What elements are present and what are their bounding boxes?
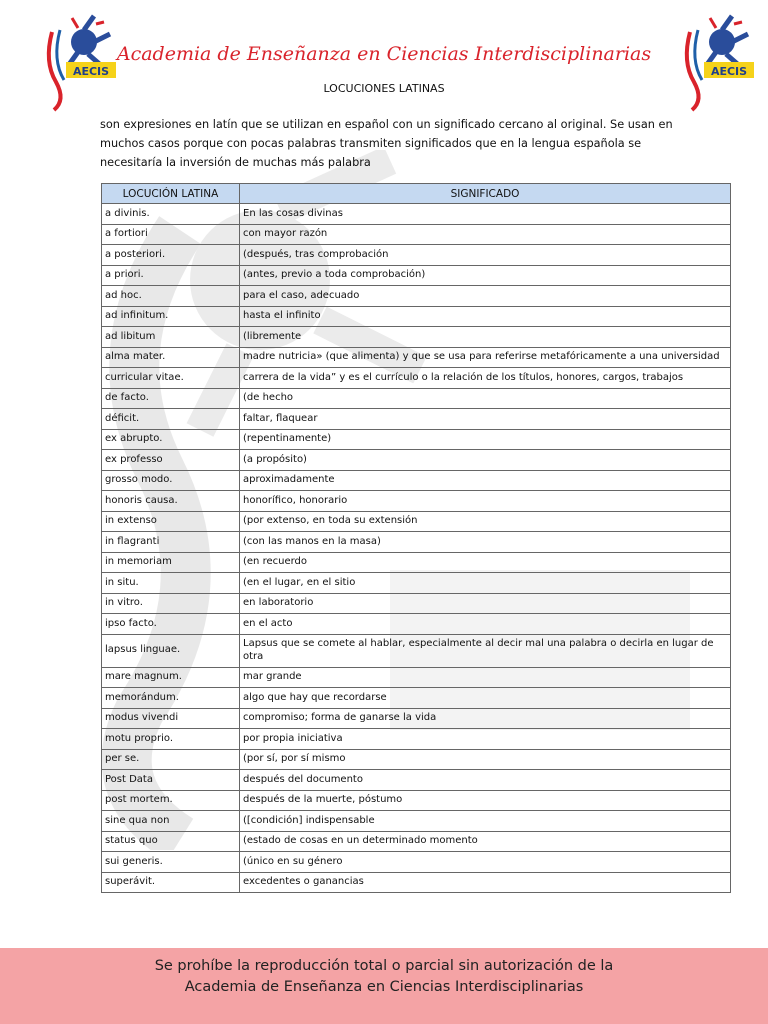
intro-paragraph: son expresiones en latín que se utilizan en español con un significado cercano al original. Se usan en muchos casos porque con pocas palabras transmiten significados que en la lengua española se necesitaría la inversión de muchas más palabra: [100, 118, 673, 169]
locution-cell: lapsus linguae.: [102, 634, 240, 667]
locution-cell: a posteriori.: [102, 245, 240, 266]
table-row: [102, 593, 731, 614]
locution-cell: ex abrupto.: [102, 429, 240, 450]
table-row: [102, 511, 731, 532]
table-row: [102, 450, 731, 471]
meaning-cell: carrera de la vida” y es el currículo o la relación de los títulos, honores, cargos, trabajos: [240, 368, 731, 389]
table-row: [102, 729, 731, 750]
meaning-cell: con mayor razón: [240, 224, 731, 245]
locution-cell: grosso modo.: [102, 470, 240, 491]
locution-cell: motu proprio.: [102, 729, 240, 750]
locution-cell: ad libitum: [102, 327, 240, 348]
meaning-cell: (único en su género: [240, 852, 731, 873]
table-row: [102, 470, 731, 491]
table-row: [102, 831, 731, 852]
locution-cell: a fortiori: [102, 224, 240, 245]
locution-cell: de facto.: [102, 388, 240, 409]
meaning-cell: (a propósito): [240, 450, 731, 471]
meaning-cell: (por sí, por sí mismo: [240, 749, 731, 770]
page-title: LOCUCIONES LATINAS: [323, 82, 445, 95]
table-row: [102, 811, 731, 832]
svg-text:AECIS: AECIS: [710, 65, 748, 78]
table-row: [102, 204, 731, 225]
table-row: [102, 245, 731, 266]
meaning-cell: compromiso; forma de ganarse la vida: [240, 708, 731, 729]
table-row: [102, 552, 731, 573]
table-header-row: [102, 184, 731, 204]
table-row: [102, 429, 731, 450]
meaning-cell: para el caso, adecuado: [240, 286, 731, 307]
locution-cell: ex professo: [102, 450, 240, 471]
locution-cell: sine qua non: [102, 811, 240, 832]
meaning-cell: después del documento: [240, 770, 731, 791]
table-row: [102, 634, 731, 667]
table-row: [102, 872, 731, 893]
table-row: [102, 614, 731, 635]
locution-cell: per se.: [102, 749, 240, 770]
locution-cell: curricular vitae.: [102, 368, 240, 389]
meaning-cell: ([condición] indispensable: [240, 811, 731, 832]
table-row: [102, 368, 731, 389]
meaning-cell: (estado de cosas en un determinado momento: [240, 831, 731, 852]
locution-cell: superávit.: [102, 872, 240, 893]
table-row: [102, 306, 731, 327]
footer-line-1: Se prohíbe la reproducción total o parcial sin autorización de la: [154, 958, 614, 974]
meaning-cell: (después, tras comprobación: [240, 245, 731, 266]
locution-cell: in situ.: [102, 573, 240, 594]
meaning-cell: Lapsus que se comete al hablar, especialmente al decir mal una palabra o decirla en lugar de otra: [240, 634, 731, 667]
locution-cell: status quo: [102, 831, 240, 852]
locution-cell: ipso facto.: [102, 614, 240, 635]
meaning-cell: mar grande: [240, 667, 731, 688]
locution-cell: modus vivendi: [102, 708, 240, 729]
meaning-cell: (por extenso, en toda su extensión: [240, 511, 731, 532]
table-row: [102, 491, 731, 512]
meaning-cell: faltar, flaquear: [240, 409, 731, 430]
academy-title: Academia de Enseñanza en Ciencias Interdisciplinarias: [116, 43, 652, 65]
locution-cell: sui generis.: [102, 852, 240, 873]
table-row: [102, 688, 731, 709]
table-row: [102, 388, 731, 409]
meaning-cell: algo que hay que recordarse: [240, 688, 731, 709]
column-header-meaning: SIGNIFICADO: [240, 184, 731, 204]
table-row: [102, 532, 731, 553]
meaning-cell: madre nutricia» (que alimenta) y que se usa para referirse metafóricamente a una universidad: [240, 347, 731, 368]
meaning-cell: aproximadamente: [240, 470, 731, 491]
column-header-locution: LOCUCIÓN LATINA: [102, 184, 240, 204]
meaning-cell: en laboratorio: [240, 593, 731, 614]
locution-cell: in extenso: [102, 511, 240, 532]
locution-cell: honoris causa.: [102, 491, 240, 512]
table-row: [102, 667, 731, 688]
locutions-table: [101, 183, 731, 893]
locution-cell: mare magnum.: [102, 667, 240, 688]
footer-line-2: Academia de Enseñanza en Ciencias Interdisciplinarias: [184, 979, 584, 995]
meaning-cell: (con las manos en la masa): [240, 532, 731, 553]
table-row: [102, 224, 731, 245]
meaning-cell: honorífico, honorario: [240, 491, 731, 512]
meaning-cell: en el acto: [240, 614, 731, 635]
meaning-cell: (de hecho: [240, 388, 731, 409]
meaning-cell: En las cosas divinas: [240, 204, 731, 225]
meaning-cell: después de la muerte, póstumo: [240, 790, 731, 811]
table-row: [102, 265, 731, 286]
table-row: [102, 770, 731, 791]
locution-cell: déficit.: [102, 409, 240, 430]
locution-cell: post mortem.: [102, 790, 240, 811]
locution-cell: in memoriam: [102, 552, 240, 573]
table-row: [102, 409, 731, 430]
locution-cell: ad infinitum.: [102, 306, 240, 327]
table-row: [102, 852, 731, 873]
footer-notice: [0, 956, 768, 998]
table-row: [102, 327, 731, 348]
table-row: [102, 347, 731, 368]
locution-cell: in vitro.: [102, 593, 240, 614]
locution-cell: a priori.: [102, 265, 240, 286]
meaning-cell: (en recuerdo: [240, 552, 731, 573]
locution-cell: memorándum.: [102, 688, 240, 709]
table-row: [102, 286, 731, 307]
locution-cell: in flagranti: [102, 532, 240, 553]
locution-cell: alma mater.: [102, 347, 240, 368]
table-row: [102, 573, 731, 594]
table-row: [102, 749, 731, 770]
svg-text:AECIS: AECIS: [72, 65, 110, 78]
locution-cell: Post Data: [102, 770, 240, 791]
meaning-cell: excedentes o ganancias: [240, 872, 731, 893]
meaning-cell: (repentinamente): [240, 429, 731, 450]
meaning-cell: por propia iniciativa: [240, 729, 731, 750]
meaning-cell: (en el lugar, en el sitio: [240, 573, 731, 594]
meaning-cell: hasta el infinito: [240, 306, 731, 327]
table-row: [102, 708, 731, 729]
locution-cell: ad hoc.: [102, 286, 240, 307]
meaning-cell: (libremente: [240, 327, 731, 348]
table-row: [102, 790, 731, 811]
locution-cell: a divinis.: [102, 204, 240, 225]
meaning-cell: (antes, previo a toda comprobación): [240, 265, 731, 286]
